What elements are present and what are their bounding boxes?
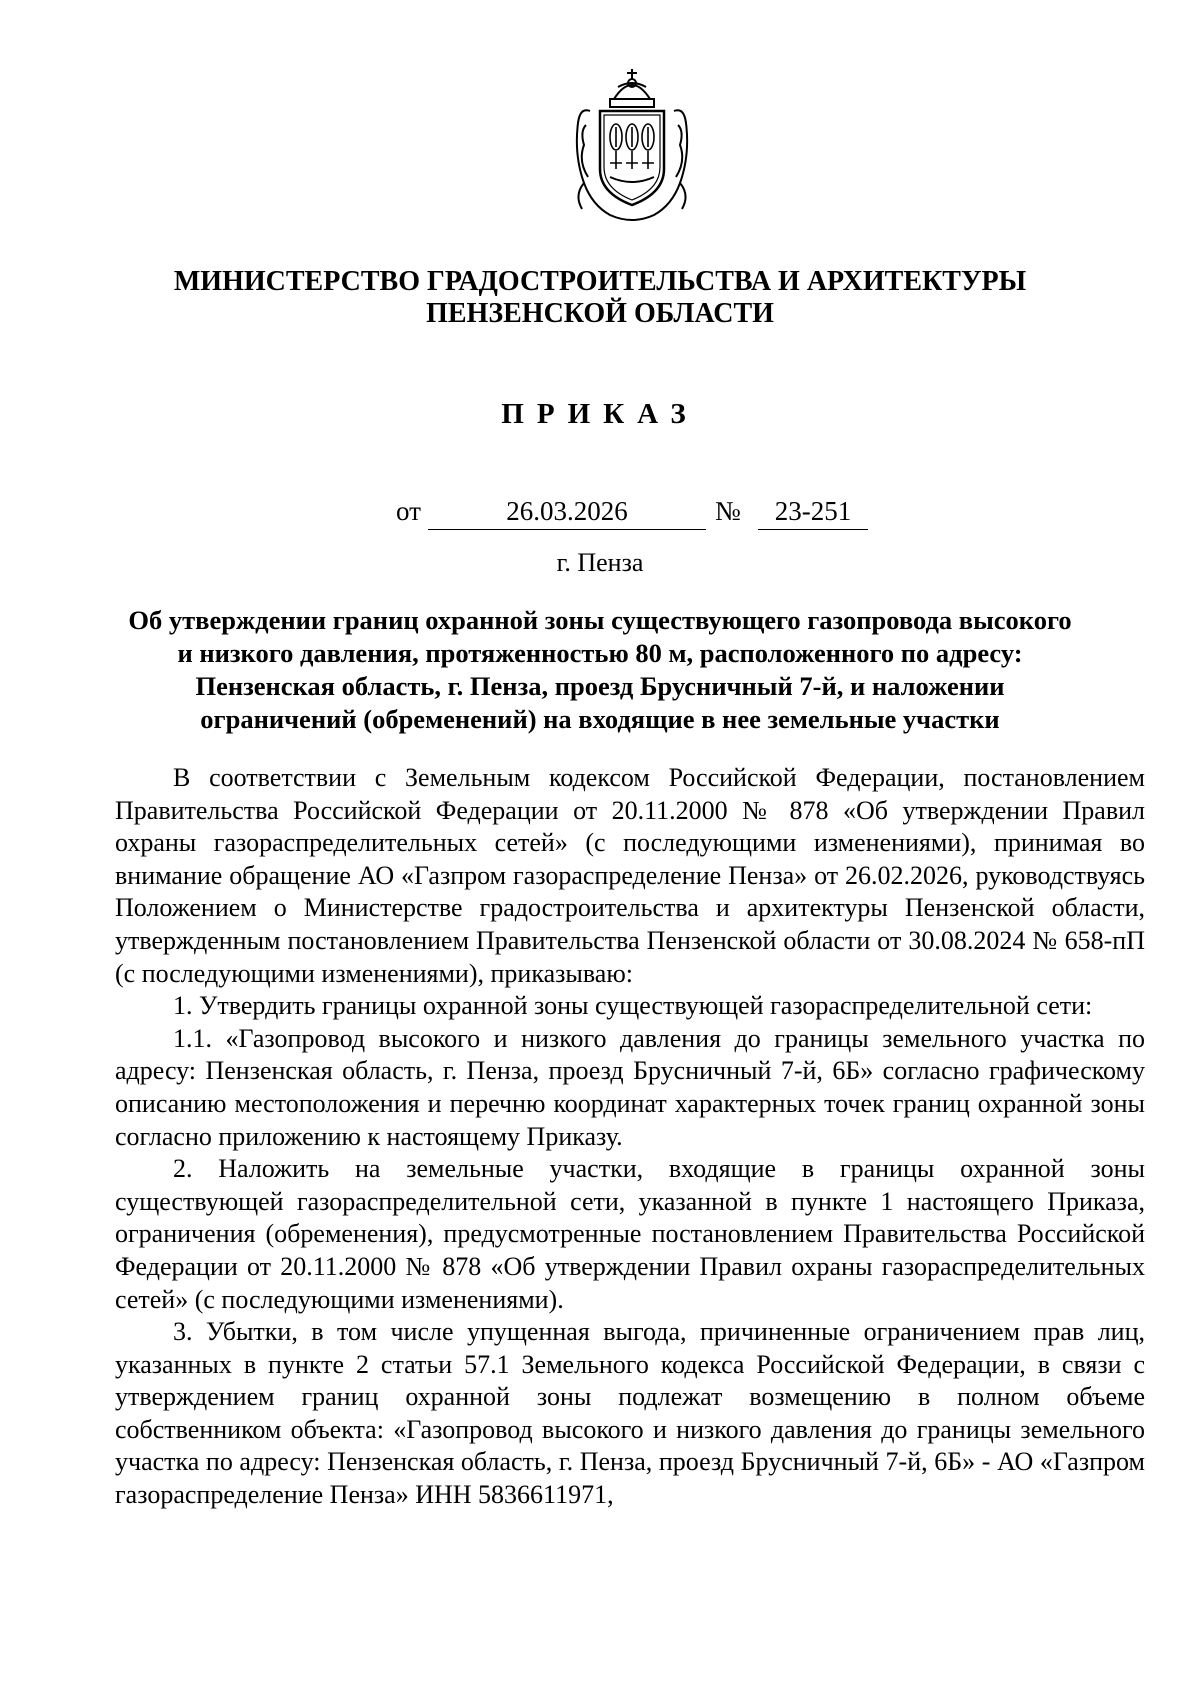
subject-line2: и низкого давления, протяженностью 80 м, расположенного по адресу: <box>177 638 1023 668</box>
clause-3: 3. Убытки, в том числе упущенная выгода, причиненные ограничением прав лиц, указанных в пункте 2 статьи 57.1 Земельного кодекса Российской Федерации, в связи с утверждением границ охранной зоны подлежат возмещению в полном объеме собственником объекта: «Газопровод высокого и низкого давления до границы земельного участка по адресу: Пензенская область, г. Пенза, проезд Брусничный 7-й, 6Б» - АО «Газпром газораспределение Пенза» ИНН 5836611971, <box>115 1317 1145 1510</box>
ministry-name <box>0 266 1200 330</box>
ministry-name-line2: ПЕНЗЕНСКОЙ ОБЛАСТИ <box>426 298 774 329</box>
coat-of-arms-icon <box>570 65 694 227</box>
order-city: г. Пенза <box>556 548 644 577</box>
number-prefix: № <box>715 496 741 526</box>
subject-line4: ограничений (обременений) на входящие в нее земельные участки <box>200 704 1000 734</box>
order-dateline <box>0 496 1200 532</box>
order-number: 23-251 <box>758 496 868 530</box>
clause-2: 2. Наложить на земельные участки, входящие в границы охранной зоны существующей газораспределительной сети, указанной в пункте 1 настоящего Приказа, ограничения (обременения), предусмотренные постановлением Правительства Российской Федерации от 20.11.2000 № 878 «Об утверждении Правил охраны газораспределительных сетей» (с последующими изменениями). <box>115 1154 1145 1314</box>
order-title: ПРИКАЗ <box>501 398 699 430</box>
ministry-name-line1: МИНИСТЕРСТВО ГРАДОСТРОИТЕЛЬСТВА И АРХИТЕКТУРЫ <box>173 266 1027 297</box>
clause-1: 1. Утвердить границы охранной зоны существующей газораспределительной сети: <box>173 991 1093 1021</box>
subject-line3: Пензенская область, г. Пенза, проезд Брусничный 7-й, и наложении <box>195 671 1005 701</box>
order-body <box>115 762 1145 1512</box>
date-prefix: от <box>396 496 421 526</box>
preamble-paragraph: В соответствии с Земельным кодексом Российской Федерации, постановлением Правительства Российской Федерации от 20.11.2000 № 878 «Об утверждении Правил охраны газораспределительных сетей» (с последующими изменениями), принимая во внимание обращение АО «Газпром газораспределение Пенза» от 26.02.2026, руководствуясь Положением о Министерстве градостроительства и архитектуры Пензенской области, утвержденным постановлением Правительства Пензенской области от 30.08.2024 № 658-пП (с последующими изменениями), приказываю: <box>115 763 1145 988</box>
clause-1-1: 1.1. «Газопровод высокого и низкого давления до границы земельного участка по адресу: Пензенская область, г. Пенза, проезд Брусничный 7-й, 6Б» согласно графическому описанию местоположения и перечню координат характерных точек границ охранной зоны согласно приложению к настоящему Приказу. <box>115 1023 1145 1151</box>
subject-line1: Об утверждении границ охранной зоны существующего газопровода высокого <box>128 605 1072 635</box>
order-date: 26.03.2026 <box>428 496 706 530</box>
order-subject <box>0 604 1200 736</box>
